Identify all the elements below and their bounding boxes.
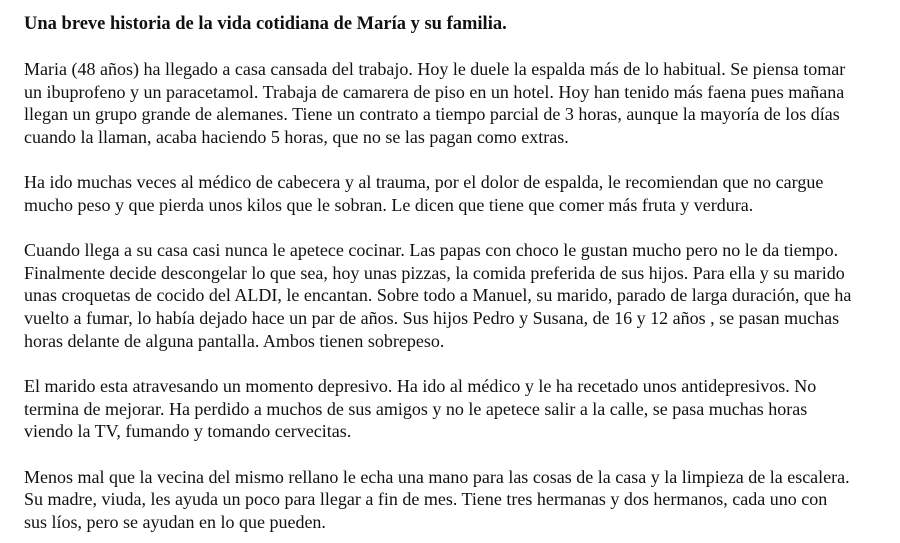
paragraph-line: El marido esta atravesando un momento depresivo. Ha ido al médico y le ha recetado unos antidepresivos. No — [24, 375, 817, 396]
paragraph-line: llegan un grupo grande de alemanes. Tiene un contrato a tiempo parcial de 3 horas, aunque la mayoría de los días — [24, 104, 840, 125]
paragraph-line: unas croquetas de cocido del ALDI, le encantan. Sobre todo a Manuel, su marido, parado de larga duración, que ha — [24, 285, 852, 306]
paragraph-5 — [24, 466, 884, 534]
paragraph-2 — [24, 171, 884, 216]
document-title: Una breve historia de la vida cotidiana de María y su familia. — [24, 14, 507, 34]
paragraph-line: un ibuprofeno y un paracetamol. Trabaja de camarera de piso en un hotel. Hoy han tenido más faena pues mañana — [24, 81, 845, 102]
paragraph-line: Cuando llega a su casa casi nunca le apetece cocinar. Las papas con choco le gustan mucho pero no le da tiempo. — [24, 240, 839, 261]
paragraph-line: Menos mal que la vecina del mismo rellano le echa una mano para las cosas de la casa y la limpieza de la escalera. — [24, 466, 850, 487]
paragraph-line: cuando la llaman, acaba haciendo 5 horas, que no se las pagan como extras. — [24, 126, 569, 147]
paragraph-line: Ha ido muchas veces al médico de cabecera y al trauma, por el dolor de espalda, le recomiendan que no cargue — [24, 172, 824, 193]
paragraph-line: Finalmente decide descongelar lo que sea, hoy unas pizzas, la comida preferida de sus hijos. Para ella y su marido — [24, 262, 845, 283]
paragraph-line: sus líos, pero se ayudan en lo que pueden. — [24, 511, 326, 532]
paragraph-line: mucho peso y que pierda unos kilos que le sobran. Le dicen que tiene que comer más fruta y verdura. — [24, 194, 754, 215]
paragraph-1 — [24, 58, 884, 148]
paragraph-3 — [24, 239, 884, 352]
paragraph-line: Maria (48 años) ha llegado a casa cansada del trabajo. Hoy le duele la espalda más de lo habitual. Se piensa tomar — [24, 59, 846, 79]
paragraph-line: vuelto a fumar, lo había dejado hace un par de años. Sus hijos Pedro y Susana, de 16 y 12 años , se pasan muchas — [24, 307, 840, 328]
paragraph-line: termina de mejorar. Ha perdido a muchos de sus amigos y no le apetece salir a la calle, se pasa muchas horas — [24, 398, 808, 419]
paragraph-line: Su madre, viuda, les ayuda un poco para llegar a fin de mes. Tiene tres hermanas y dos hermanos, cada uno con — [24, 489, 828, 510]
paragraph-line: horas delante de alguna pantalla. Ambos tienen sobrepeso. — [24, 330, 445, 351]
paragraph-4 — [24, 375, 884, 443]
paragraph-line: viendo la TV, fumando y tomando cervecitas. — [24, 421, 352, 442]
